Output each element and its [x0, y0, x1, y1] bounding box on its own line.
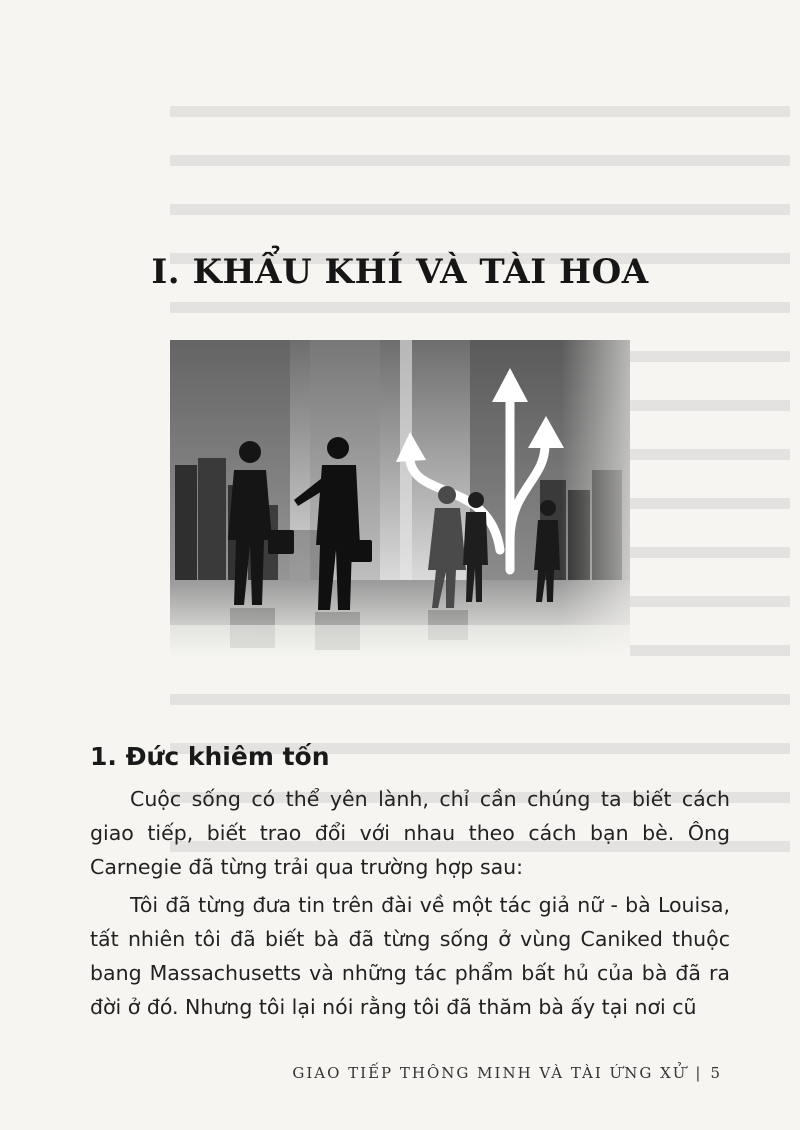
- body-text: [90, 782, 730, 1028]
- footer-book-title: GIAO TIẾP THÔNG MINH VÀ TÀI ỨNG XỬ: [292, 1064, 688, 1082]
- business-people-arrows-illustration: [170, 340, 630, 660]
- paragraph: Cuộc sống có thể yên lành, chỉ cần chúng ta biết cách giao tiếp, biết trao đổi với nhau theo cách bạn bè. Ông Carnegie đã từng trải qua trường hợp sau:: [90, 787, 730, 879]
- page-number: 5: [710, 1064, 722, 1082]
- footer-separator: |: [695, 1064, 703, 1082]
- chapter-title: I. KHẨU KHÍ VÀ TÀI HOA: [151, 252, 649, 292]
- paragraph: Tôi đã từng đưa tin trên đài về một tác giả nữ - bà Louisa, tất nhiên tôi đã biết bà đã từng sống ở vùng Caniked thuộc bang Massachusetts và những tác phẩm bất hủ của bà đã ra đời ở đó. Nhưng tôi lại nói rằng tôi đã thăm bà ấy tại nơi cũ: [90, 893, 730, 1019]
- running-footer: [292, 1064, 722, 1082]
- section-heading: 1. Đức khiêm tốn: [90, 742, 330, 771]
